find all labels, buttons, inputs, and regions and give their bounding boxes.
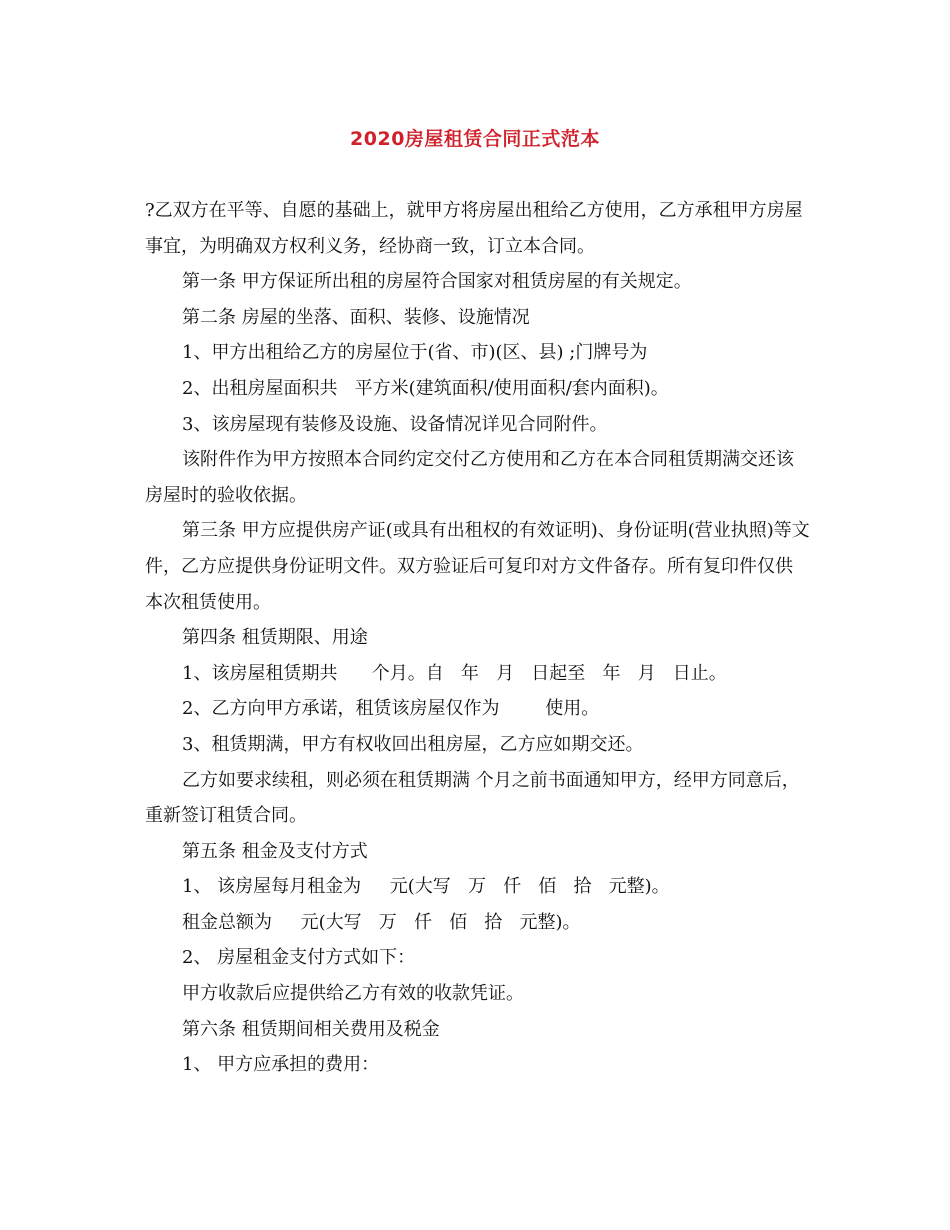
paragraph-article-4-item-2: 2、乙方向甲方承诺，租赁该房屋仅作为 使用。	[182, 698, 600, 720]
paragraph-article-2: 第二条 房屋的坐落、面积、装修、设施情况	[182, 306, 530, 328]
paragraph-intro: ?乙双方在平等、自愿的基础上，就甲方将房屋出租给乙方使用，乙方承租甲方房屋事宜，为明确双方权利义务，经协商一致，订立本合同。	[145, 200, 803, 257]
paragraph-article-5: 第五条 租金及支付方式	[182, 840, 368, 862]
paragraph-article-6-item-1: 1、 甲方应承担的费用：	[182, 1054, 380, 1076]
paragraph-article-3: 第三条 甲方应提供房产证(或具有出租权的有效证明)、身份证明(营业执照)等文件，乙方应提供身份证明文件。双方验证后可复印对方文件备存。所有复印件仅供本次租赁使用。	[145, 520, 810, 613]
paragraph-article-2-item-1: 1、甲方出租给乙方的房屋位于(省、市)(区、县) ;门牌号为	[182, 342, 648, 364]
paragraph-article-4-item-1: 1、该房屋租赁期共 个月。自 年 月 日起至 年 月 日止。	[182, 662, 727, 684]
paragraph-article-2-item-3: 3、该房屋现有装修及设施、设备情况详见合同附件。	[182, 413, 608, 435]
paragraph-article-6: 第六条 租赁期间相关费用及税金	[182, 1018, 440, 1040]
document-title: 2020房屋租赁合同正式范本	[350, 128, 600, 150]
paragraph-article-5-item-2: 2、 房屋租金支付方式如下：	[182, 947, 416, 969]
paragraph-article-4-item-3: 3、租赁期满，甲方有权收回出租房屋，乙方应如期交还。	[182, 733, 644, 755]
paragraph-article-1: 第一条 甲方保证所出租的房屋符合国家对租赁房屋的有关规定。	[182, 271, 692, 293]
paragraph-attachment-note: 该附件作为甲方按照本合同约定交付乙方使用和乙方在本合同租赁期满交还该房屋时的验收依据。	[145, 449, 794, 506]
paragraph-article-2-item-2: 2、出租房屋面积共 平方米(建筑面积/使用面积/套内面积)。	[182, 377, 669, 399]
paragraph-receipt-note: 甲方收款后应提供给乙方有效的收款凭证。	[182, 983, 524, 1005]
paragraph-total-rent: 租金总额为 元(大写 万 仟 佰 拾 元整)。	[182, 911, 581, 933]
paragraph-renewal-note: 乙方如要求续租，则必须在租赁期满 个月之前书面通知甲方，经甲方同意后，重新签订租赁合同。	[145, 769, 800, 827]
paragraph-article-4: 第四条 租赁期限、用途	[182, 627, 368, 649]
paragraph-article-5-item-1: 1、 该房屋每月租金为 元(大写 万 仟 佰 拾 元整)。	[182, 876, 670, 898]
document-body	[145, 193, 810, 1083]
